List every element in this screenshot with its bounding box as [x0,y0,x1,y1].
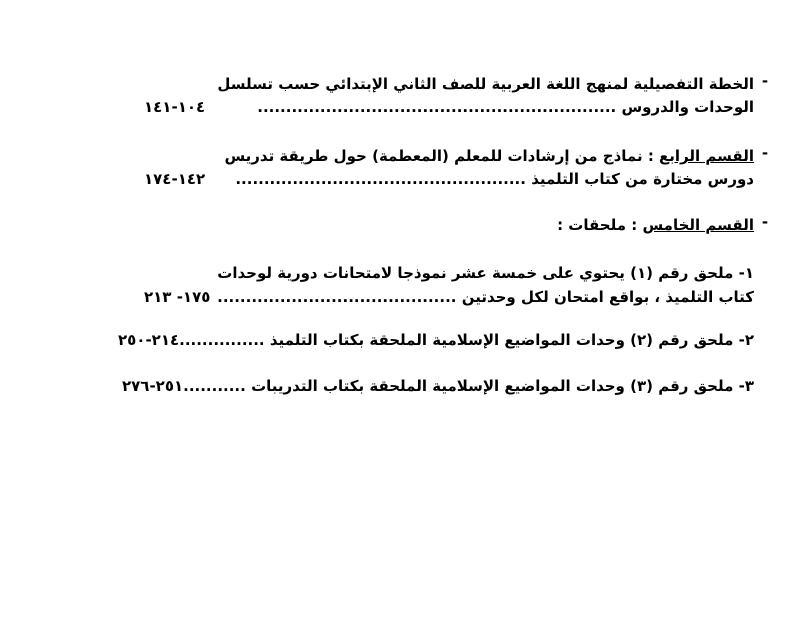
leader-dots: ................................................... [235,170,526,188]
appendix-line1 [121,374,754,398]
appendix-line2 [144,285,754,309]
page-range: ٢١٤-٢٥٠ [117,331,180,349]
section-subtitle: : ملحقات : [557,216,643,234]
appendix-text: ٣- ملحق رقم (٣) وحدات المواضيع الإسلامية الملحقة بكتاب التدريبات ........... [183,377,754,395]
leader-dots: ........... [183,377,246,395]
section-heading: القسم الخامس [642,216,754,234]
appendix-text: ٢- ملحق رقم (٢) وحدات المواضيع الإسلامية الملحقة بكتاب التلميذ ............... [179,331,754,349]
entry-title-line2 [144,167,754,191]
section-heading: القسم الرابع [659,147,754,165]
bullet: - [761,213,769,231]
leader-dots: ............... [179,331,265,349]
section-subtitle: : نماذج من إرشادات للمعلم (المعطمة) حول طريقة تدريس [224,147,660,165]
entry-title-text: الوحدات والدروس ............................................................... [257,98,754,116]
entry-title-line1 [144,144,754,168]
entry-title-line1: الخطة التفصيلية لمنهج اللغة العربية للصف الثاني الإبتدائي حسب تسلسل [217,75,754,93]
appendix-line1 [117,328,754,352]
bullet: - [761,144,769,162]
entry-title-text: دورس مختارة من كتاب التلميذ ................................................... [235,170,754,188]
leader-dots: .......................................... [217,288,457,306]
entry-title-line2 [144,95,754,119]
page-range: ١٤٢-١٧٤ [144,170,206,188]
page-range: ١٧٥- ٢١٣ [144,288,211,306]
page-range: ٢٥١-٢٧٦ [121,377,184,395]
leader-dots: ............................................................... [257,98,617,116]
appendix-text: كتاب التلميذ ، بواقع امتحان لكل وحدتين .......................................... [217,288,754,306]
entry-title-line1 [144,213,754,237]
page-range: ١٠٤-١٤١ [144,98,206,116]
appendix-line1: ١- ملحق رقم (١) يحتوي على خمسة عشر نموذجا لامتحانات دورية لوحدات [217,264,754,282]
bullet: - [761,72,769,90]
